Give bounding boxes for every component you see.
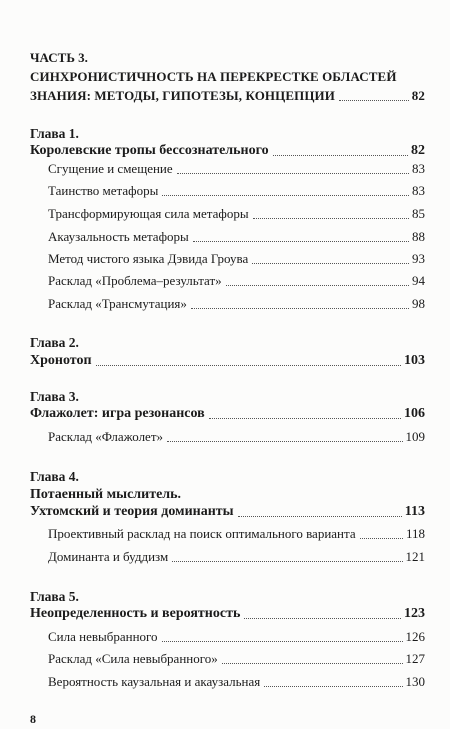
toc-item	[48, 548, 425, 566]
toc-item	[48, 160, 425, 178]
chapter-label-text: Глава 3.	[30, 389, 79, 404]
dot-leader	[167, 441, 402, 442]
dot-leader	[264, 686, 402, 687]
dot-leader	[96, 365, 401, 366]
dot-leader	[162, 641, 403, 642]
page-ref: 93	[412, 251, 425, 266]
toc-item	[48, 228, 425, 246]
toc-item-title: Сгущение и смещение	[48, 161, 173, 176]
toc-item	[48, 272, 425, 290]
toc-item-title: Сила невыбранного	[48, 629, 158, 644]
page-ref: 118	[405, 526, 425, 541]
chapter-label	[30, 334, 425, 352]
part-title-line2	[30, 87, 425, 105]
dot-leader	[209, 418, 401, 419]
chapter-title-line1	[30, 486, 425, 504]
dot-leader	[222, 663, 403, 664]
page-ref: 88	[412, 229, 425, 244]
toc-item-title: Расклад «Сила невыбранного»	[48, 651, 218, 666]
toc-item-title: Метод чистого языка Дэвида Гроува	[48, 251, 249, 266]
dot-leader	[177, 173, 409, 174]
toc-item-title: Расклад «Трансмутация»	[48, 296, 187, 311]
toc-item	[48, 182, 425, 200]
chapter-title-row	[30, 352, 425, 370]
page-ref: 83	[412, 183, 425, 198]
toc-item-title: Расклад «Проблема–результат»	[48, 273, 222, 288]
dot-leader	[172, 561, 402, 562]
dot-leader	[252, 263, 409, 264]
toc-item-title: Расклад «Флажолет»	[48, 429, 164, 444]
chapter-title-row	[30, 605, 425, 623]
toc-item	[48, 250, 425, 268]
dot-leader	[191, 308, 409, 309]
toc-item-title: Акаузальность метафоры	[48, 229, 189, 244]
page-ref: 106	[404, 406, 425, 421]
chapter-label	[30, 468, 425, 486]
chapter-label	[30, 588, 425, 606]
page-ref: 85	[412, 206, 425, 221]
dot-leader	[226, 285, 409, 286]
page-ref: 127	[405, 651, 425, 666]
chapter-title: Королевские тропы бессознательного	[30, 143, 269, 158]
page-ref: 98	[412, 296, 425, 311]
page-ref: 82	[411, 88, 425, 103]
dot-leader	[193, 241, 409, 242]
chapter-label	[30, 125, 425, 143]
toc-item-title: Трансформирующая сила метафоры	[48, 206, 249, 221]
chapter-title-row	[30, 405, 425, 423]
toc-item	[48, 295, 425, 313]
chapter-title: Ухтомский и теория доминанты	[30, 504, 234, 519]
chapter-title: Флажолет: игра резонансов	[30, 406, 205, 421]
dot-leader	[244, 618, 401, 619]
page-ref: 94	[412, 273, 425, 288]
dot-leader	[253, 218, 409, 219]
chapter-label-text: Глава 2.	[30, 335, 79, 350]
dot-leader	[360, 538, 403, 539]
toc-item	[48, 205, 425, 223]
page-ref: 121	[405, 549, 425, 564]
toc-item	[48, 428, 425, 446]
chapter-title-row	[30, 142, 425, 160]
page-ref: 113	[404, 504, 425, 519]
chapter-label-text: Глава 4.	[30, 469, 79, 484]
page-ref: 130	[405, 674, 425, 689]
chapter-title: Хронотоп	[30, 353, 92, 368]
toc-item-title: Вероятность каузальная и акаузальная	[48, 674, 261, 689]
toc-item	[48, 525, 425, 543]
dot-leader	[162, 195, 409, 196]
toc-item-title: Доминанта и буддизм	[48, 549, 169, 564]
page-number: 8	[30, 712, 36, 726]
chapter-label-text: Глава 1.	[30, 126, 79, 141]
toc-item	[48, 673, 425, 691]
part-title-line1	[30, 68, 425, 86]
toc-item-title: Проективный расклад на поиск оптимального варианта	[48, 526, 356, 541]
part-title-text: СИНХРОНИСТИЧНОСТЬ НА ПЕРЕКРЕСТКЕ ОБЛАСТЕЙ	[30, 69, 397, 84]
toc-item	[48, 628, 425, 646]
page-ref: 123	[404, 606, 425, 621]
dot-leader	[238, 516, 402, 517]
chapter-title: Потаенный мыслитель.	[30, 487, 182, 502]
page-ref: 109	[405, 429, 425, 444]
page-ref: 103	[404, 353, 425, 368]
page-ref: 126	[405, 629, 425, 644]
page-ref: 82	[411, 143, 425, 158]
chapter-label-text: Глава 5.	[30, 589, 79, 604]
page-ref: 83	[412, 161, 425, 176]
chapter-title-row	[30, 503, 425, 521]
chapter-label	[30, 388, 425, 406]
part-label-text: ЧАСТЬ 3.	[30, 50, 88, 65]
chapter-title: Неопределенность и вероятность	[30, 606, 241, 621]
part-label	[30, 49, 425, 67]
dot-leader	[339, 100, 409, 101]
dot-leader	[273, 155, 408, 156]
part-title-text: ЗНАНИЯ: МЕТОДЫ, ГИПОТЕЗЫ, КОНЦЕПЦИИ	[30, 88, 335, 103]
toc-item	[48, 650, 425, 668]
toc-item-title: Таинство метафоры	[48, 183, 159, 198]
